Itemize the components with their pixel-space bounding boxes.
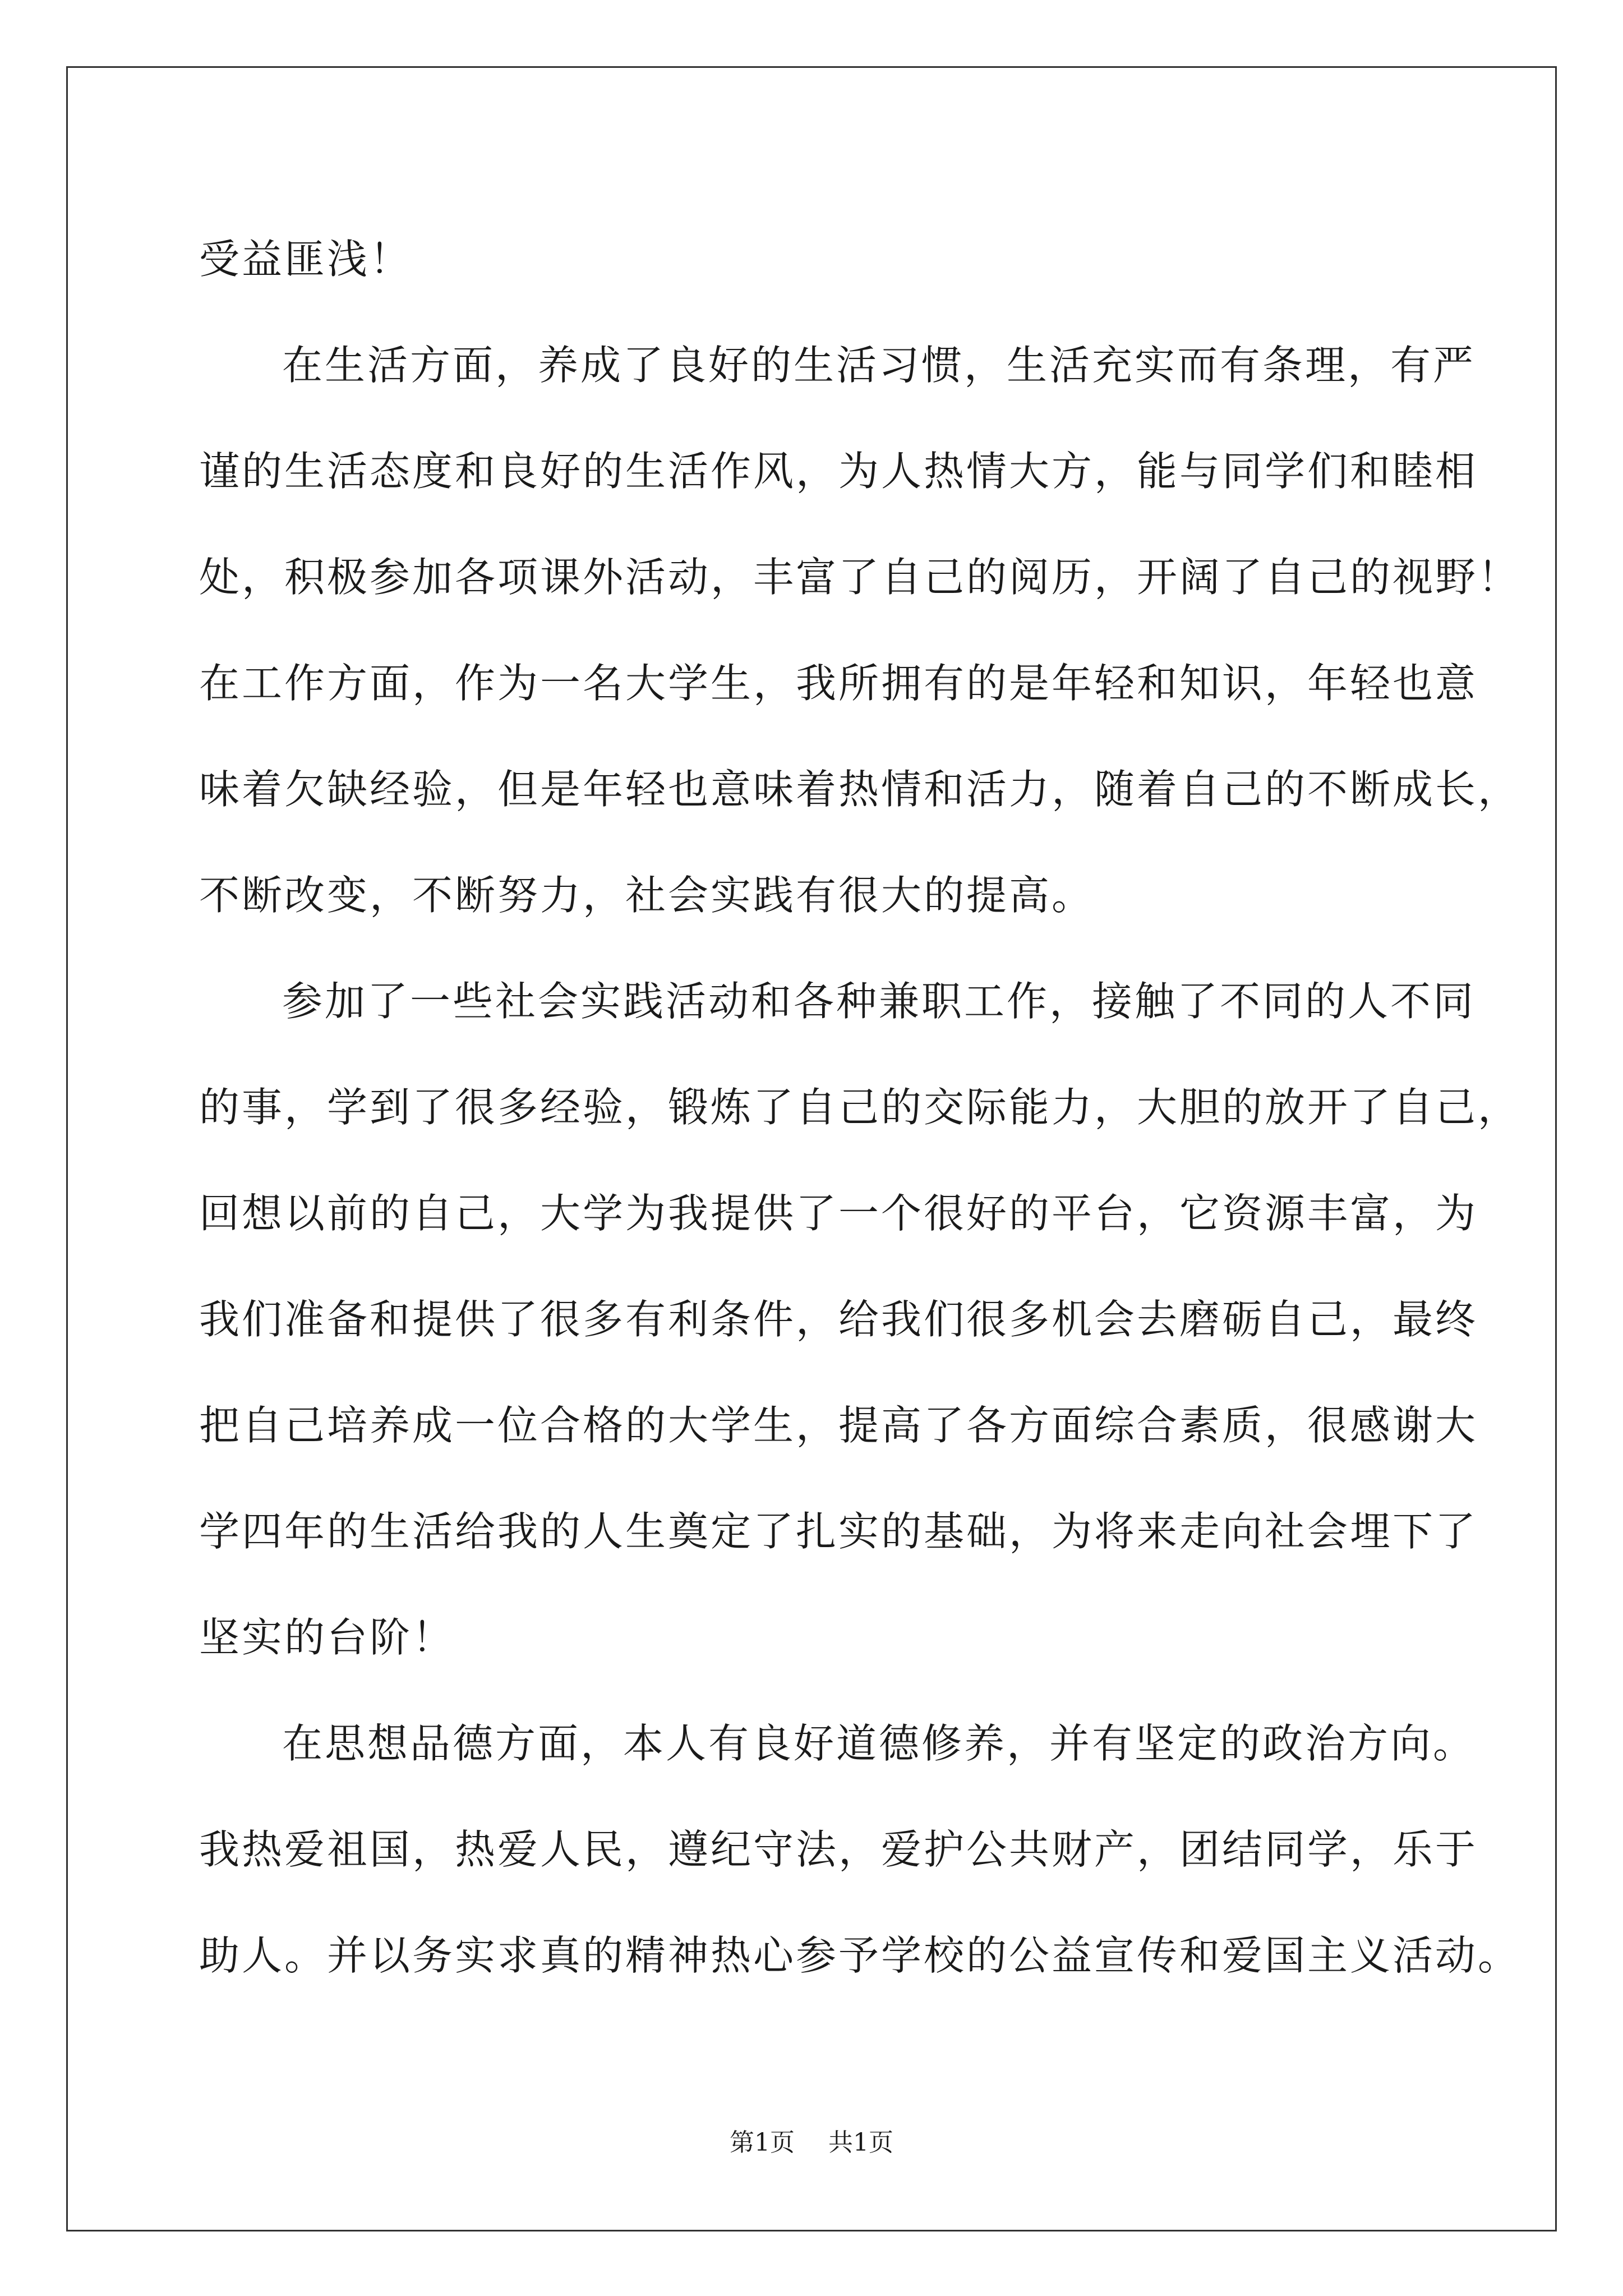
text-line: 我热爱祖国，热爱人民，遵纪守法，爱护公共财产，团结同学，乐于 bbox=[199, 1826, 1478, 1873]
text-line: 学四年的生活给我的人生奠定了扎实的基础，为将来走向社会埋下了 bbox=[199, 1508, 1478, 1555]
paragraph-start-line: 在生活方面，养成了良好的生活习惯，生活充实而有条理，有严 bbox=[282, 342, 1476, 389]
text-line: 不断改变，不断努力，社会实践有很大的提高。 bbox=[199, 872, 1095, 919]
text-line: 味着欠缺经验，但是年轻也意味着热情和活力，随着自己的不断成长， bbox=[199, 766, 1521, 813]
text-line: 回想以前的自己，大学为我提供了一个很好的平台，它资源丰富，为 bbox=[199, 1190, 1478, 1237]
text-line: 处，积极参加各项课外活动，丰富了自己的阅历，开阔了自己的视野！ bbox=[199, 554, 1521, 601]
text-line: 把自己培养成一位合格的大学生，提高了各方面综合素质，很感谢大 bbox=[199, 1402, 1478, 1449]
text-line: 的事，学到了很多经验，锻炼了自己的交际能力，大胆的放开了自己， bbox=[199, 1084, 1521, 1131]
paragraph-start-line: 参加了一些社会实践活动和各种兼职工作，接触了不同的人不同 bbox=[282, 978, 1476, 1025]
paragraph-start-line: 在思想品德方面，本人有良好道德修养，并有坚定的政治方向。 bbox=[282, 1720, 1476, 1767]
text-line: 谨的生活态度和良好的生活作风，为人热情大方，能与同学们和睦相 bbox=[199, 448, 1478, 495]
text-line: 我们准备和提供了很多有利条件，给我们很多机会去磨砺自己，最终 bbox=[199, 1296, 1478, 1343]
total-pages: 共1页 bbox=[828, 2128, 893, 2157]
page-number: 第1页 bbox=[730, 2128, 795, 2157]
document-body bbox=[199, 206, 1521, 2009]
text-line: 坚实的台阶！ bbox=[199, 1614, 455, 1661]
text-line: 在工作方面，作为一名大学生，我所拥有的是年轻和知识，年轻也意 bbox=[199, 660, 1478, 707]
text-line: 助人。并以务实求真的精神热心参予学校的公益宣传和爱国主义活动。 bbox=[199, 1932, 1521, 1979]
page-footer bbox=[0, 2126, 1623, 2160]
text-line: 受益匪浅！ bbox=[199, 236, 413, 283]
